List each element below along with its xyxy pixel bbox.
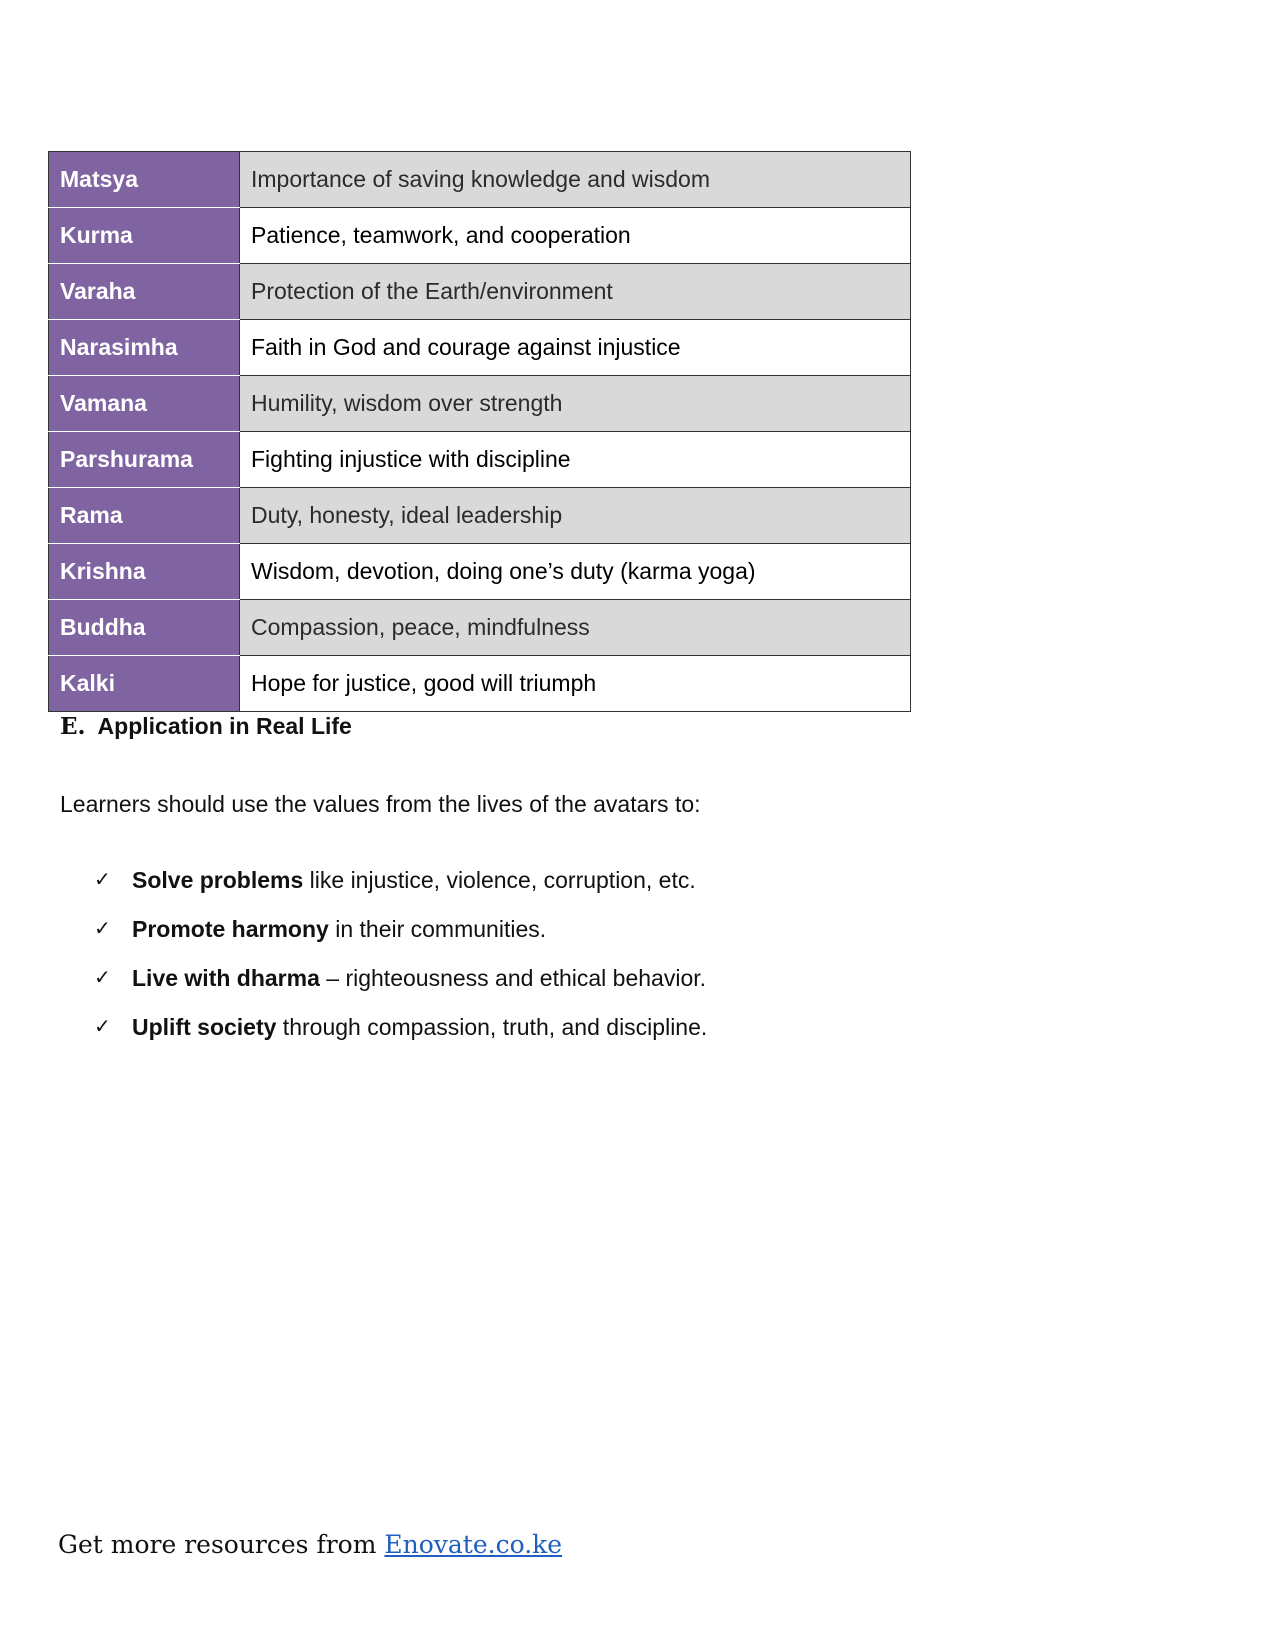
avatar-name-cell: Vamana [49, 376, 240, 432]
avatar-lesson-cell: Compassion, peace, mindfulness [240, 600, 911, 656]
intro-paragraph: Learners should use the values from the lives of the avatars to: [60, 791, 701, 817]
avatar-lesson-cell: Duty, honesty, ideal leadership [240, 488, 911, 544]
avatar-lesson-cell: Fighting injustice with discipline [240, 432, 911, 488]
list-item-bold: Solve problems [132, 867, 304, 893]
list-item [94, 1012, 707, 1061]
list-item-rest: through compassion, truth, and discipline. [276, 1014, 708, 1040]
table-row [49, 264, 911, 320]
section-heading [60, 713, 352, 740]
enovate-link[interactable]: Enovate.co.ke [384, 1530, 563, 1559]
avatar-lesson-cell: Wisdom, devotion, doing one’s duty (karma yoga) [240, 544, 911, 600]
avatar-name-cell: Varaha [49, 264, 240, 320]
avatar-lesson-cell: Humility, wisdom over strength [240, 376, 911, 432]
section-title: Application in Real Life [97, 713, 352, 739]
check-icon: ✓ [94, 1016, 111, 1038]
avatar-lesson-cell: Protection of the Earth/environment [240, 264, 911, 320]
list-item-text [132, 963, 706, 993]
list-item-text [132, 1012, 707, 1042]
avatar-name-cell: Kalki [49, 656, 240, 712]
avatar-lesson-cell: Patience, teamwork, and cooperation [240, 208, 911, 264]
avatar-name-cell: Kurma [49, 208, 240, 264]
avatar-lesson-cell: Hope for justice, good will triumph [240, 656, 911, 712]
avatar-name-cell: Parshurama [49, 432, 240, 488]
table-row [49, 432, 911, 488]
table-row [49, 376, 911, 432]
list-item-bold: Promote harmony [132, 916, 329, 942]
table-row [49, 600, 911, 656]
check-icon: ✓ [94, 967, 111, 989]
table-row [49, 152, 911, 208]
table-row [49, 488, 911, 544]
footer-line [58, 1530, 562, 1559]
avatars-table [48, 151, 911, 712]
table-row [49, 320, 911, 376]
check-icon: ✓ [94, 869, 111, 891]
list-item [94, 914, 707, 963]
list-item-rest: in their communities. [328, 916, 547, 942]
avatar-lesson-cell: Importance of saving knowledge and wisdom [240, 152, 911, 208]
list-item [94, 865, 707, 914]
section-letter: E. [60, 713, 86, 740]
check-icon: ✓ [94, 918, 111, 940]
list-item-text [132, 865, 696, 895]
list-item [94, 963, 707, 1012]
list-item-bold: Live with dharma [132, 965, 320, 991]
avatar-name-cell: Rama [49, 488, 240, 544]
table-row [49, 544, 911, 600]
list-item-rest: – righteousness and ethical behavior. [319, 965, 707, 991]
avatar-name-cell: Narasimha [49, 320, 240, 376]
avatar-name-cell: Krishna [49, 544, 240, 600]
application-list [94, 865, 707, 1061]
list-item-bold: Uplift society [132, 1014, 277, 1040]
table-row [49, 656, 911, 712]
footer-text: Get more resources from [58, 1530, 385, 1559]
avatar-name-cell: Matsya [49, 152, 240, 208]
avatar-name-cell: Buddha [49, 600, 240, 656]
list-item-rest: like injustice, violence, corruption, etc. [303, 867, 696, 893]
list-item-text [132, 914, 546, 944]
table-row [49, 208, 911, 264]
avatar-lesson-cell: Faith in God and courage against injustice [240, 320, 911, 376]
